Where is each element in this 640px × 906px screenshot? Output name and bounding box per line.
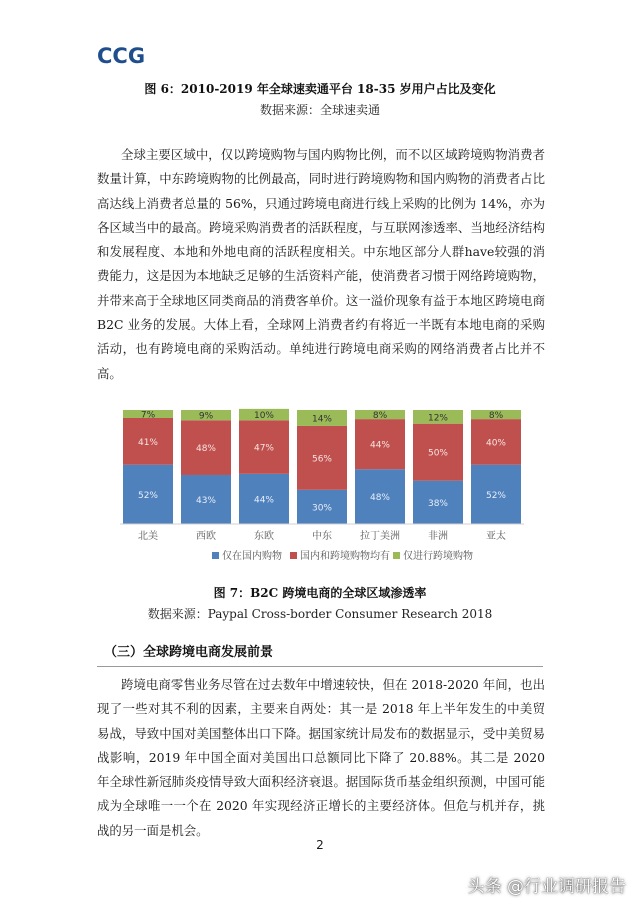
data-label: 43%	[195, 495, 217, 506]
legend-swatch	[212, 552, 219, 559]
data-label: 38%	[427, 498, 449, 509]
legend-swatch	[393, 552, 400, 559]
ccg-logo: CCG	[97, 44, 146, 68]
figure-7-title: 图 7：B2C 跨境电商的全球区域渗透率	[213, 586, 427, 600]
data-label: 7%	[140, 410, 156, 421]
watermark: 头条 @行业调研报告	[467, 877, 626, 897]
x-axis-labels	[138, 529, 506, 542]
data-label: 48%	[369, 493, 391, 504]
section-heading: （三）全球跨境电商发展前景	[104, 645, 274, 660]
data-label: 44%	[253, 495, 275, 506]
legend-label: 国内和跨境购物均有	[300, 551, 390, 562]
data-label: 52%	[137, 490, 159, 501]
figure-6-source: 数据来源：全球速卖通	[259, 103, 380, 117]
data-label: 44%	[369, 440, 391, 451]
legend-swatch	[290, 552, 297, 559]
data-label: 48%	[195, 444, 217, 455]
data-label: 8%	[488, 411, 504, 422]
data-label: 14%	[311, 414, 333, 425]
legend-label: 仅在国内购物	[222, 551, 282, 562]
x-tick-label: 亚太	[486, 531, 506, 542]
x-tick-label: 东欧	[254, 531, 274, 542]
chart-legend	[212, 549, 473, 562]
data-label: 8%	[372, 411, 388, 422]
data-label: 40%	[485, 438, 507, 449]
data-label: 30%	[311, 503, 333, 514]
legend-label: 仅进行跨境购物	[403, 551, 473, 562]
x-tick-label: 西欧	[196, 531, 216, 542]
data-label: 9%	[198, 411, 214, 422]
section-divider	[97, 666, 543, 667]
body-paragraph-2: 跨境电商零售业务尽管在过去数年中增速较快，但在 2018-2020 年间，也出现了一些对其不利的因素，主要来自两处：其一是 2018 年上半年发生的中美贸易战，导致中国对美国整体出口下降。据国家统计局发布的数据显示，受中美贸易战影响，2019 年中国全面对美国出口总额同比下降了 20.88%。其二是 2020 年全球性新冠肺炎疫情导致大面积经济衰退。据国际货币基金组织预测，中国可能成为全球唯一一个在 2020 年实现经济正增长的主要经济体。但危与机并存，挑战的另一面是机会。	[97, 677, 545, 838]
data-label: 50%	[427, 448, 449, 459]
data-label: 10%	[253, 411, 275, 422]
body-paragraph-1: 全球主要区域中，仅以跨境购物与国内购物比例，而不以区域跨境购物消费者数量计算，中东跨境购物的比例最高，同时进行跨境购物和国内购物的消费者占比高达线上消费者总量的 56%，只通过跨境电商进行线上采购的比例为 14%，亦为各区域当中的最高。跨境采购消费者的活跃程度，与互联网渗透率、当地经济结构和发展程度、本地和外地电商的活跃程度相关。中东地区部分人群have较强的消费能力，这是因为本地缺乏足够的生活资料产能，使消费者习惯于网络跨境购物，并带来高于全球地区同类商品的消费客单价。这一溢价现象有益于本地区跨境电商 B2C 业务的发展。大体上看，全球网上消费者约有将近一半既有本地电商的采购活动，也有跨境电商的采购活动。单纯进行跨境电商采购的网络消费者占比并不高。	[97, 147, 545, 381]
data-label: 52%	[485, 490, 507, 501]
figure-7-source: 数据来源：Paypal Cross-border Consumer Research 2018	[147, 607, 493, 621]
data-label: 41%	[137, 437, 159, 448]
data-label: 47%	[253, 443, 275, 454]
stacked-bar-chart	[112, 398, 528, 573]
data-label: 56%	[311, 454, 333, 465]
x-tick-label: 非洲	[428, 531, 448, 542]
x-tick-label: 拉丁美洲	[360, 531, 400, 542]
page-number: 2	[316, 838, 324, 852]
x-tick-label: 北美	[138, 531, 158, 542]
x-tick-label: 中东	[312, 531, 332, 542]
figure-6-title: 图 6：2010-2019 年全球速卖通平台 18-35 岁用户占比及变化	[144, 82, 496, 96]
data-label: 12%	[427, 413, 449, 424]
chart-bars	[123, 409, 521, 524]
